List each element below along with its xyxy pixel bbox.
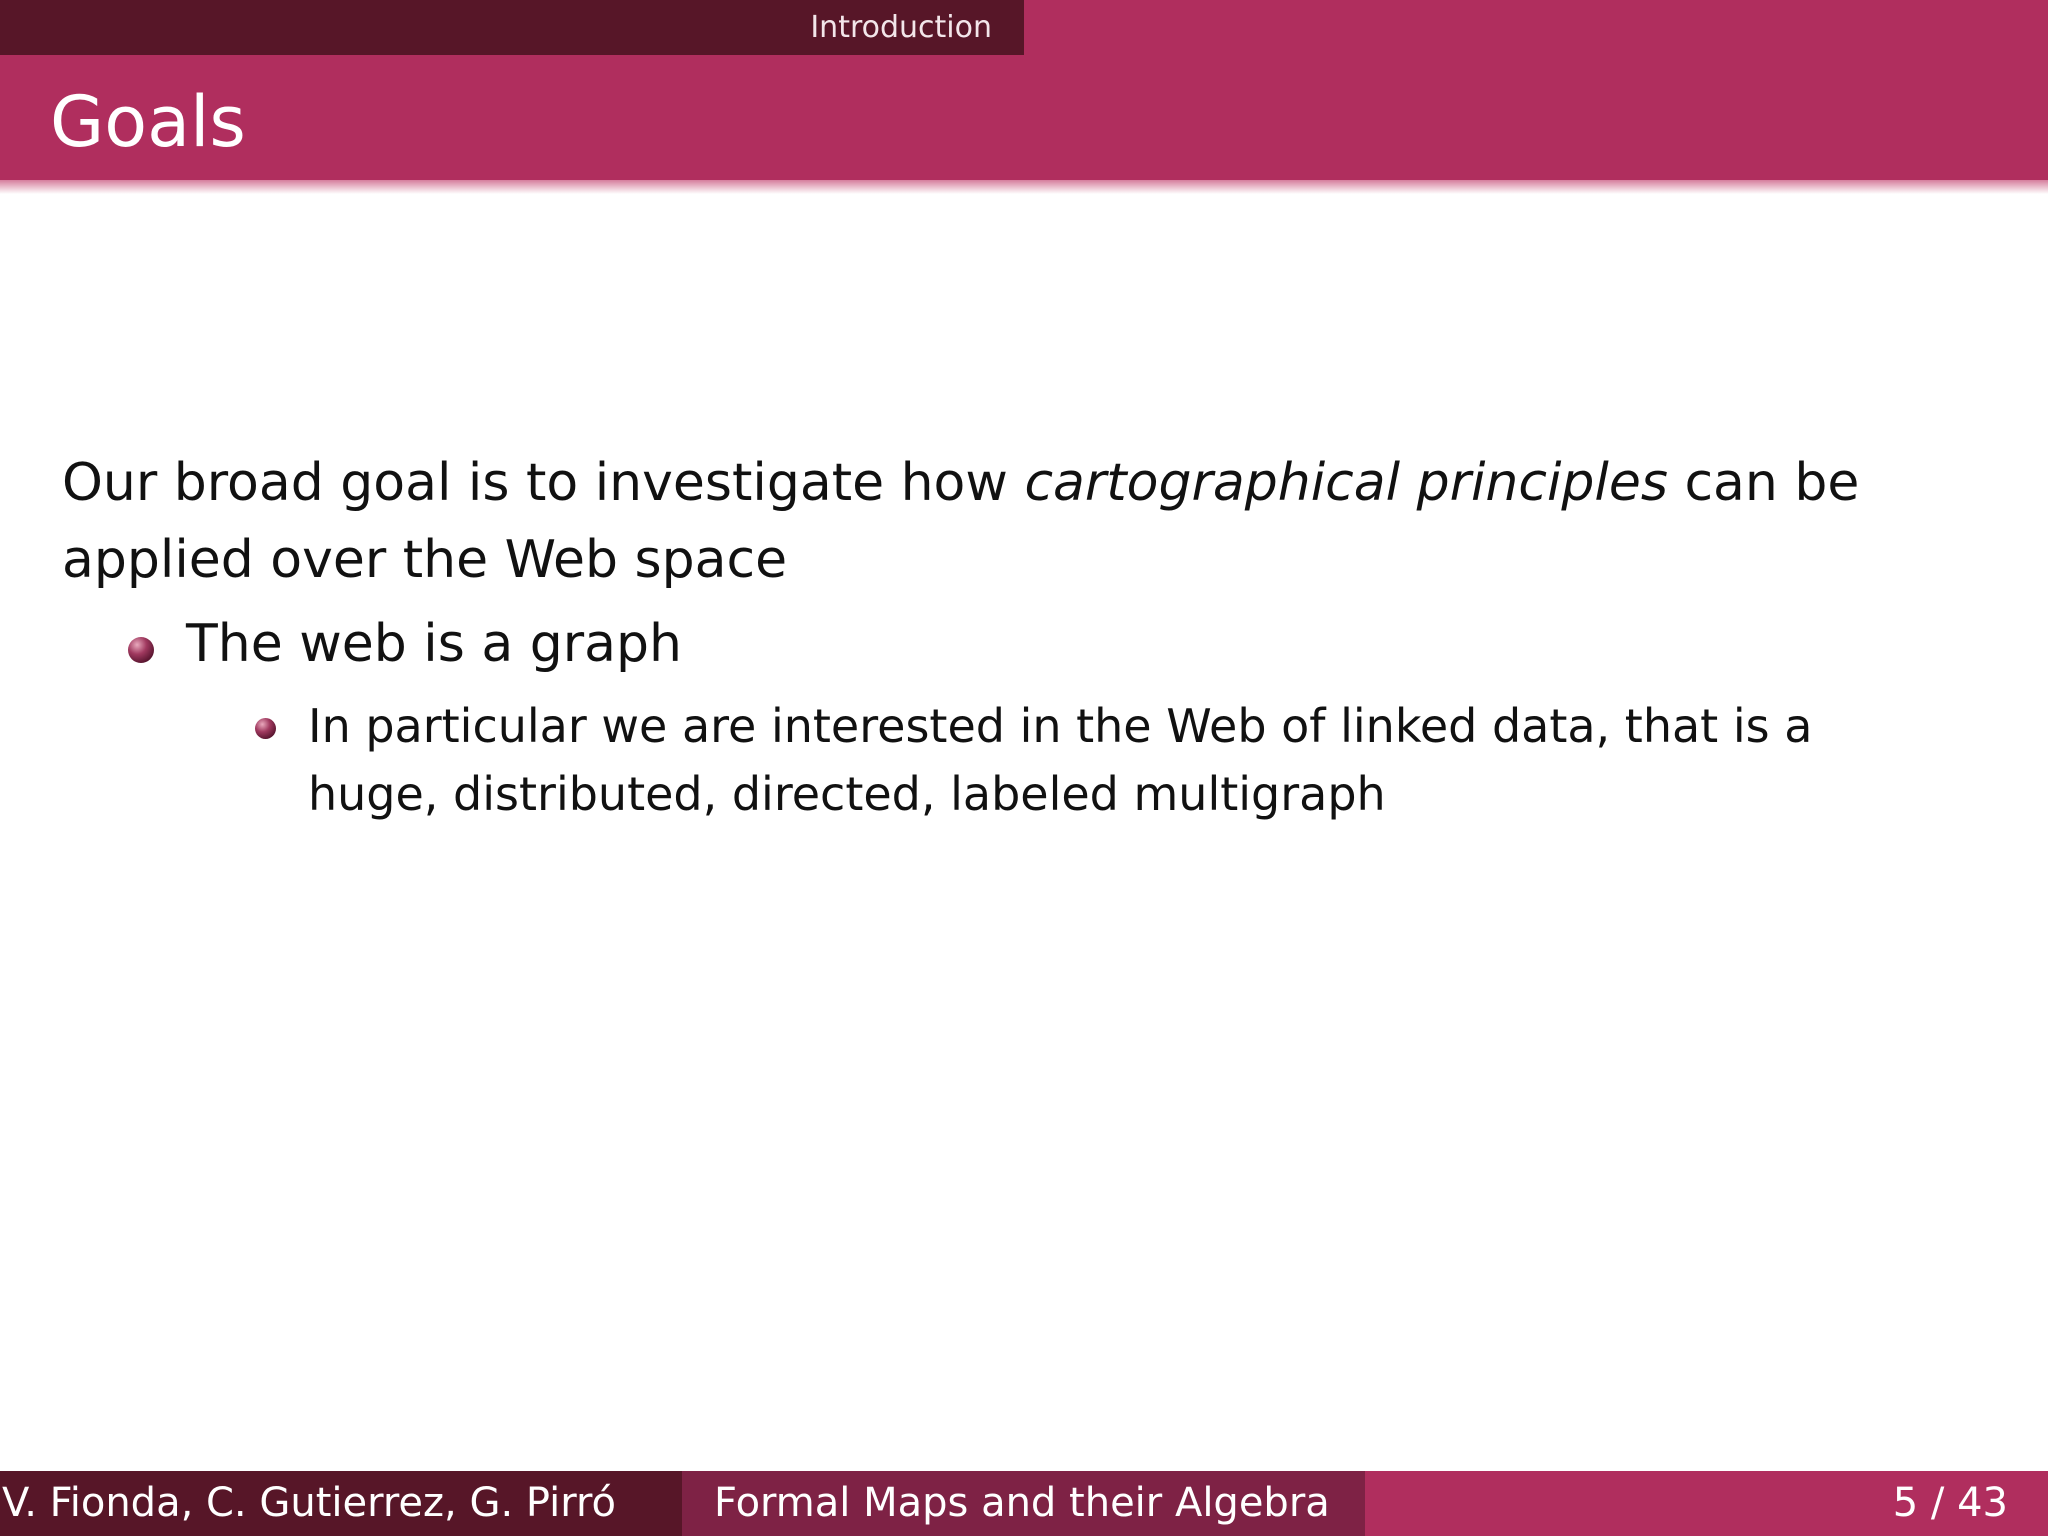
bullet-ball-icon <box>128 637 154 663</box>
footer-page-number: 5 / 43 <box>1365 1471 2048 1536</box>
frame-title-bar <box>0 55 2048 180</box>
section-link-introduction[interactable]: Introduction <box>0 0 1024 55</box>
frame-title: Goals <box>50 81 246 163</box>
footer-authors: V. Fionda, C. Gutierrez, G. Pirró <box>0 1471 682 1536</box>
bullet-item: The web is a graph <box>186 614 682 674</box>
footer-talk-title: Formal Maps and their Algebra <box>682 1471 1365 1536</box>
footer <box>0 1471 2048 1536</box>
intro-paragraph <box>62 445 1962 599</box>
subbullet-item: In particular we are interested in the Web of linked data, that is a huge, distributed, directed, labeled multigraph <box>308 699 1813 821</box>
intro-emphasis: cartographical principles <box>1024 453 1668 513</box>
subbullet-ball-icon <box>255 718 276 739</box>
intro-text-start: Our broad goal is to investigate how <box>62 453 1025 513</box>
intro-text-end: can be applied over the Web space <box>62 453 1860 590</box>
title-bar-shadow <box>0 180 2048 194</box>
navigation-bar <box>0 0 2048 55</box>
